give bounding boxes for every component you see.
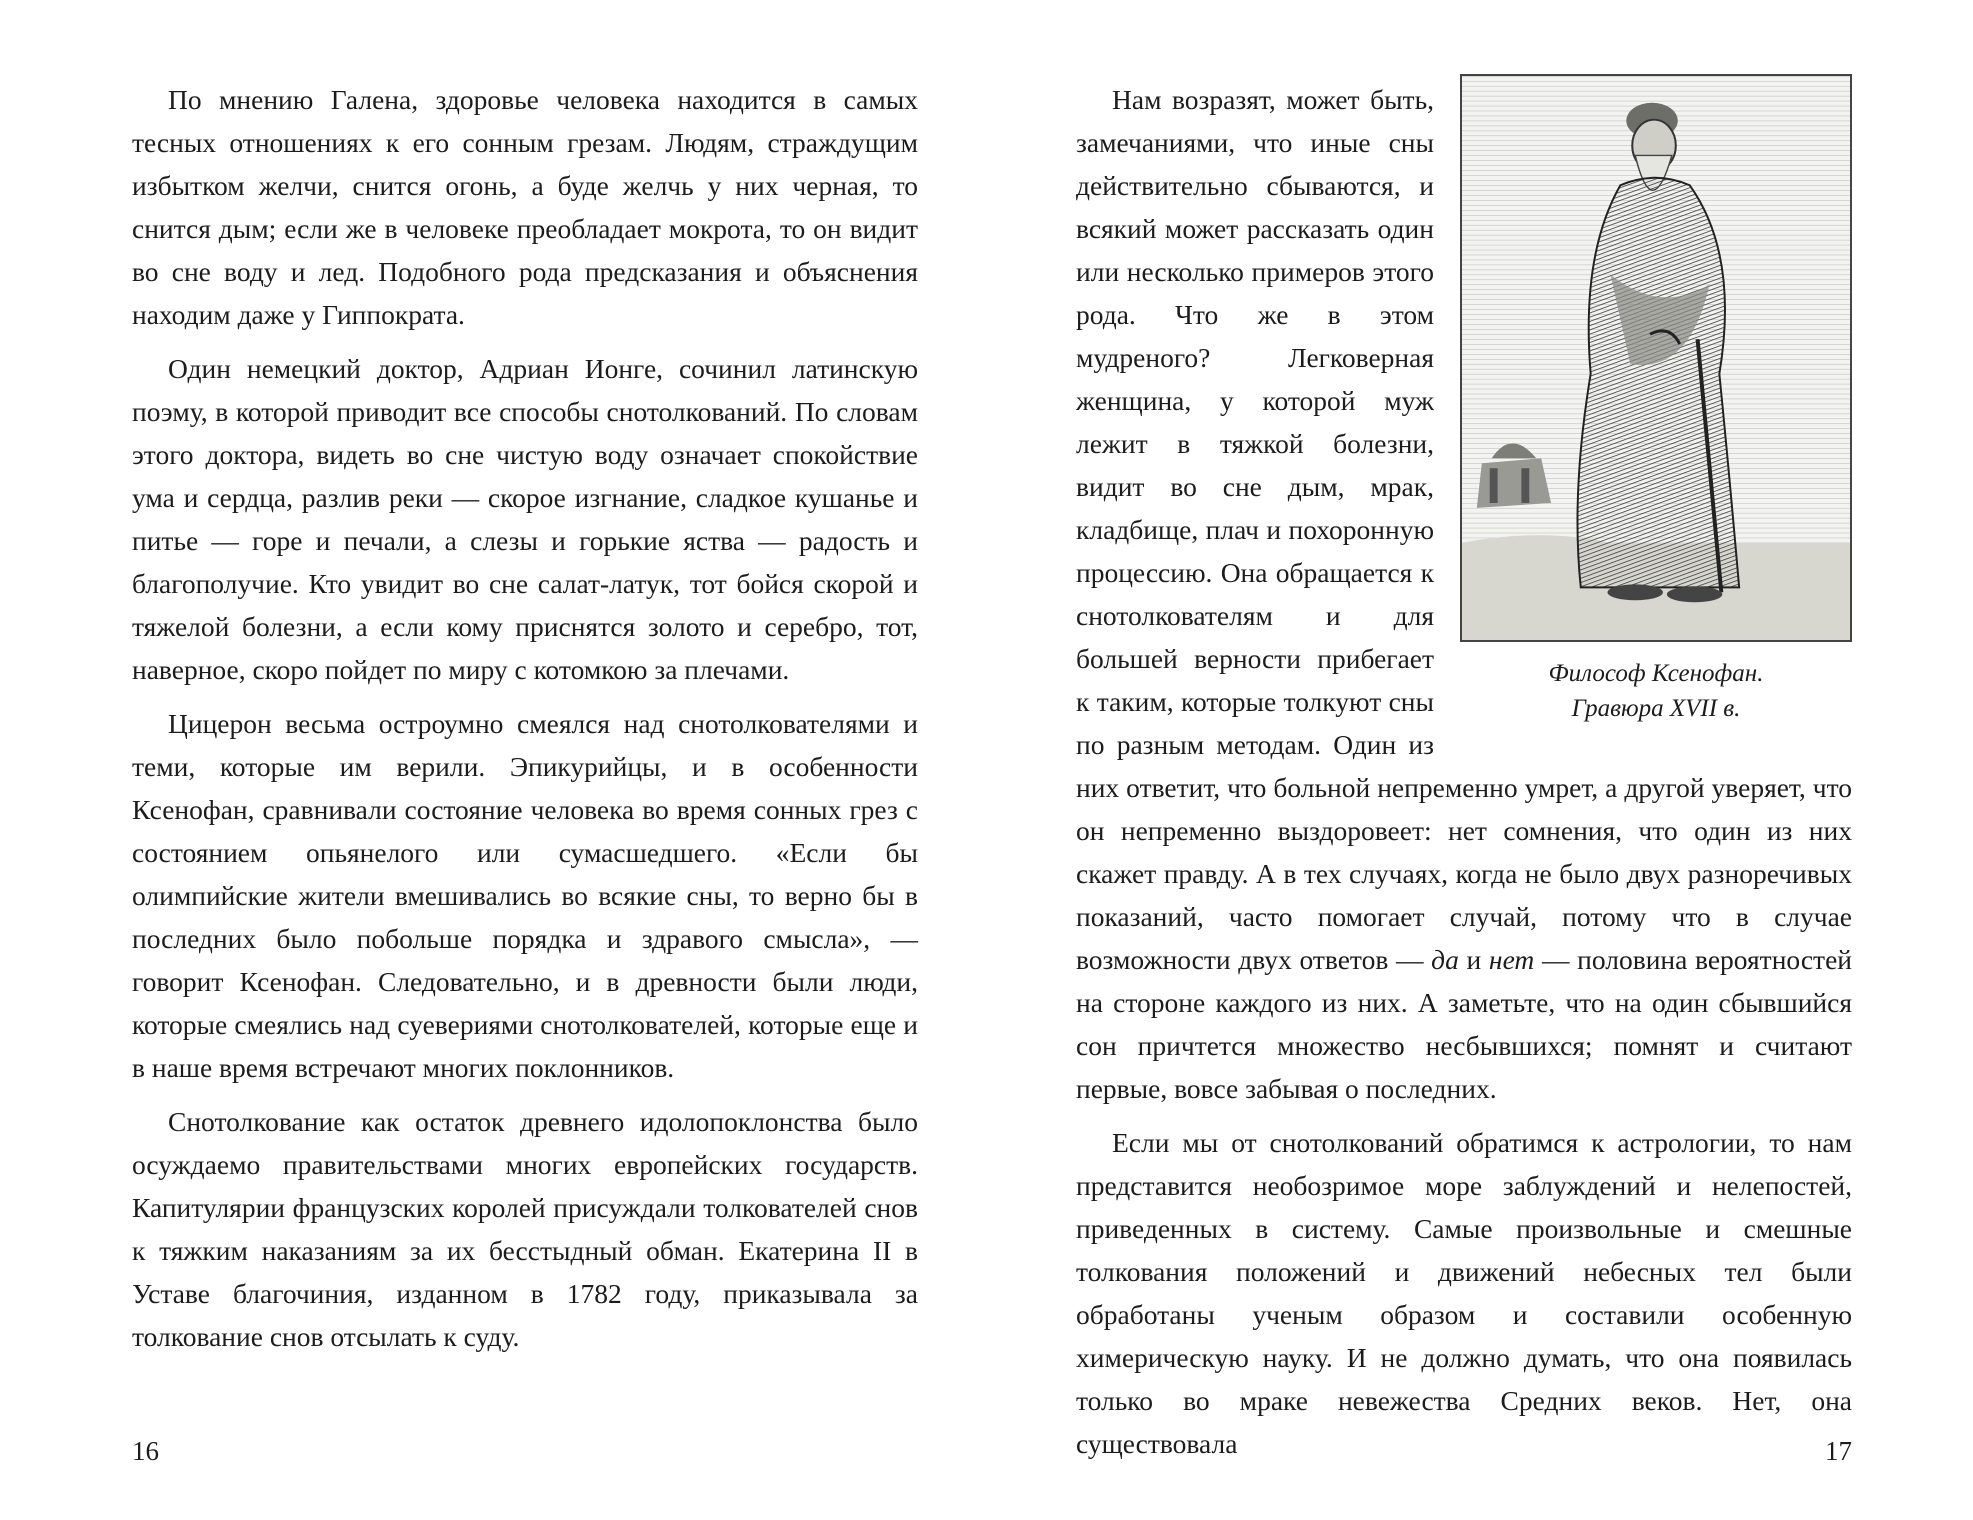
text-run: и (1458, 944, 1489, 975)
page-number-left: 16 (132, 1436, 159, 1466)
figure-caption (1460, 656, 1852, 726)
left-page (0, 0, 986, 1520)
left-text-column (132, 78, 918, 1369)
italic-word: нет (1488, 944, 1535, 975)
page-number-right: 17 (1825, 1436, 1852, 1466)
text-run: — половина вероятностей на стороне каждого из них. А заметьте, что на один сбывшийся сон причтется множество несбывшихся; помнят и считают первые, вовсе забывая о последних. (1076, 944, 1852, 1104)
philosopher-engraving-icon (1462, 76, 1850, 640)
text-run: Нам возразят, может быть, замечаниями, что иные сны действительно сбываются, и всякий может рассказать один или несколько примеров этого рода. Что же в этом мудреного? Легковерная женщина, у которой муж лежит в тяжкой болезни, видит во сне дым, мрак, кладбище, плач и похоронную процессию. Она обращается к снотолкователям и для большей верности прибегает к таким, которые толкуют сны по разным методам. Один из них ответит, что больной непременно умрет, а другой уверяет, что он непременно выздоровеет: нет сомнения, что один из них скажет правду. А в тех случаях, когда не было двух разноречивых показаний, часто помогает случай, потому что в случае возможности двух ответов — (1076, 84, 1852, 975)
paragraph: Цицерон весьма остроумно смеялся над снотолкователями и теми, которые им верили. Эпикурийцы, и в особенности Ксенофан, сравнивали состояние человека во время сонных грез с состоянием опьянелого или сумасшедшего. «Если бы олимпийские жители вмешивались во всякие сны, то верно бы в последних было побольше порядка и здравого смысла», — говорит Ксенофан. Следовательно, и в древности были люди, которые смеялись над суевериями снотолкователей, которые еще и в наше время встречают многих поклонников. (132, 708, 918, 1083)
caption-line: Философ Ксенофан. (1548, 660, 1764, 687)
paragraph: Один немецкий доктор, Адриан Ионге, сочинил латинскую поэму, в которой приводит все способы снотолкований. По словам этого доктора, видеть во сне чистую воду означает спокойствие ума и сердца, разлив реки — скорое изгнание, сладкое кушанье и питье — горе и печали, а слезы и горькие яства — радость и благополучие. Кто увидит во сне салат-латук, тот бойся скорой и тяжелой болезни, а если кому приснятся золото и серебро, тот, наверное, скоро пойдет по миру с котомкою за плечами. (132, 353, 918, 685)
paragraph: По мнению Галена, здоровье человека находится в самых тесных отношениях к его сонным грезам. Людям, страждущим избытком желчи, снится огонь, а буде желчь у них черная, то снится дым; если же в человеке преобладает мокрота, то он видит во сне воду и лед. Подобного рода предсказания и объяснения находим даже у Гиппократа. (132, 84, 918, 330)
paragraph: Снотолкование как остаток древнего идолопоклонства было осуждаемо правительствами многих европейских государств. Капитулярии французских королей присуждали толкователей снов к тяжким наказаниям за их бесстыдный обман. Екатерина II в Уставе благочиния, изданном в 1782 году, приказывала за толкование снов отсылать к суду. (132, 1106, 918, 1352)
engraving-figure (1460, 74, 1852, 726)
right-page (986, 0, 1973, 1520)
right-text-column (1076, 78, 1852, 1476)
paragraph: Если мы от снотолкований обратимся к астрологии, то нам представится необозримое море заблуждений и нелепостей, приведенных в систему. Самые произвольные и смешные толкования положений и движений небесных тел были обработаны ученым образом и составили особенную химерическую науку. И не должно думать, что она появилась только во мраке невежества Средних веков. Нет, она существовала (1076, 1127, 1852, 1459)
engraving-illustration (1460, 74, 1852, 642)
caption-line: Гравюра XVII в. (1571, 695, 1741, 722)
italic-word: да (1431, 944, 1459, 975)
